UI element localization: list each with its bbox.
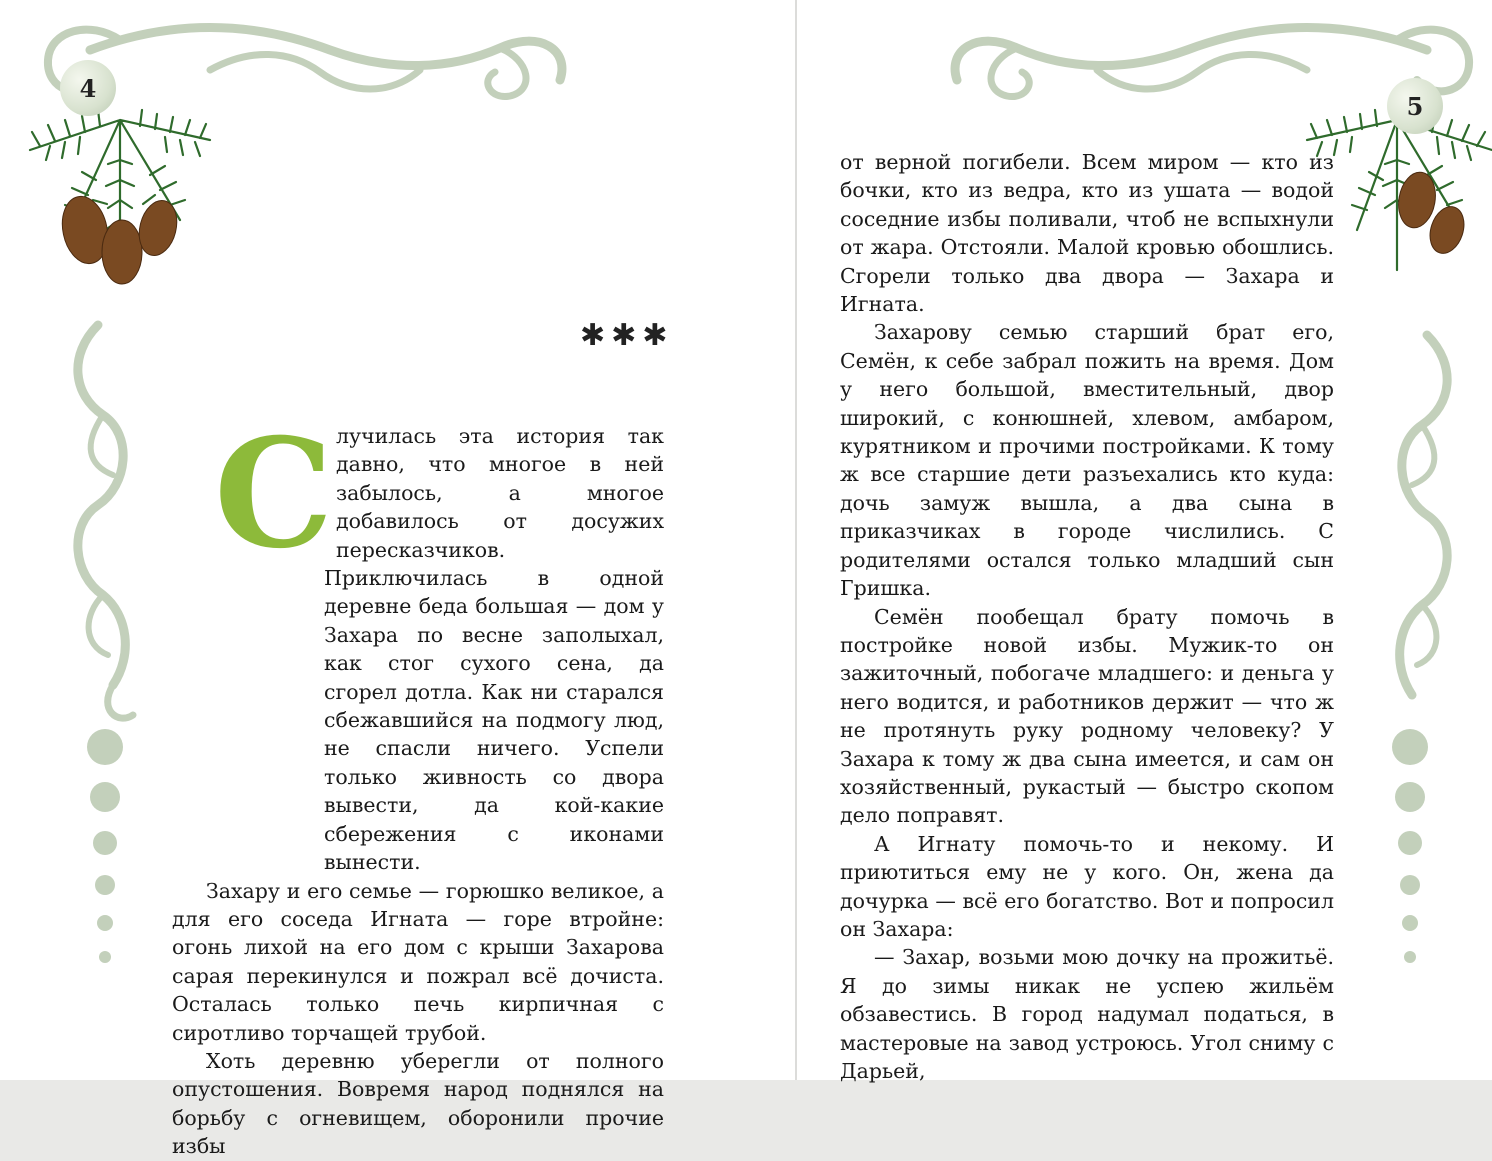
right-dots-ornament [1390,725,1430,975]
paragraph: от верной погибели. Всем миром — кто из бочки, кто из ведра, кто из ушата — водой соседние избы поливали, чтоб не вспыхнули от жара. Отстояли. Малой кровью обошлись. Сгорели только два двора — Захара и Игната. [840,150,1334,317]
right-vertical-ornament [1377,325,1467,735]
drop-cap [184,406,334,582]
paragraph: — Захар, возьми мою дочку на прожитьё. Я до зимы никак не успею жильём обзавестись. В город надумал податься, в мастеровые на завод устроюсь. Угол сниму с Дарьей, [840,945,1334,1083]
paragraph: Семён пообещал брату помочь в постройке новой избы. Мужик-то он зажиточный, побогаче младшего: и деньга у него водится, и работников держит — что ж не протянуть руку родному человеку? У Захара к тому ж два сына имеется, и сам он хозяйственный, рукастый — быстро скопом дело поправят. [840,604,1334,828]
paragraph: Хоть деревню уберегли от полного опустошения. Вовремя народ поднялся на борьбу с огневищем, оборонили прочие избы [172,1048,664,1159]
page-number-left: 4 [60,60,116,116]
right-page-text [840,148,1334,1085]
left-vertical-ornament [58,315,148,735]
paragraph: А Игнату помочь-то и некому. И приютиться ему не у кого. Он, жена да дочурка — всё его богатство. Вот и попросил он Захара: [840,831,1334,941]
left-page-text [172,406,664,1161]
left-dots-ornament [85,725,125,975]
paragraph: Захарову семью старший брат его, Семён, к себе забрал пожить на время. Дом у него большой, вместительный, двор широкий, с конюшней, хлевом, амбаром, курятником и прочими постройками. К тому ж все старшие дети разъехались кто куда: дочь замуж вышла, а два сына в приказчиках в городе числились. С родителями остался только младший сын Гришка. [840,320,1334,601]
paragraph: С лучилась эта история так давно, что многое в ней забылось, а многое добавилось от досужих пересказчиков. Приключилась в одной деревне беда большая — дом у Захара по весне заполыхал, как стог сухого сена, да сгорел дотла. Как ни старался сбежавшийся на подмогу люд, не спасли ничего. Успели только живность со двора вывести, да кой-какие сбережения с иконами вынести. [172,422,664,877]
section-separator: ✱✱✱ [580,318,674,353]
svg-text:С: С [214,406,334,582]
paragraph: Захару и его семье — горюшко великое, а для его соседа Игната — горе втройне: огонь лихой на его дом с крыши Захарова сарая перекинулся и пожрал всё дочиста. Осталась только печь кирпичная с сиротливо торчащей трубой. [172,878,664,1045]
page-number-right: 5 [1387,78,1443,134]
pine-branch-icon [10,80,230,300]
